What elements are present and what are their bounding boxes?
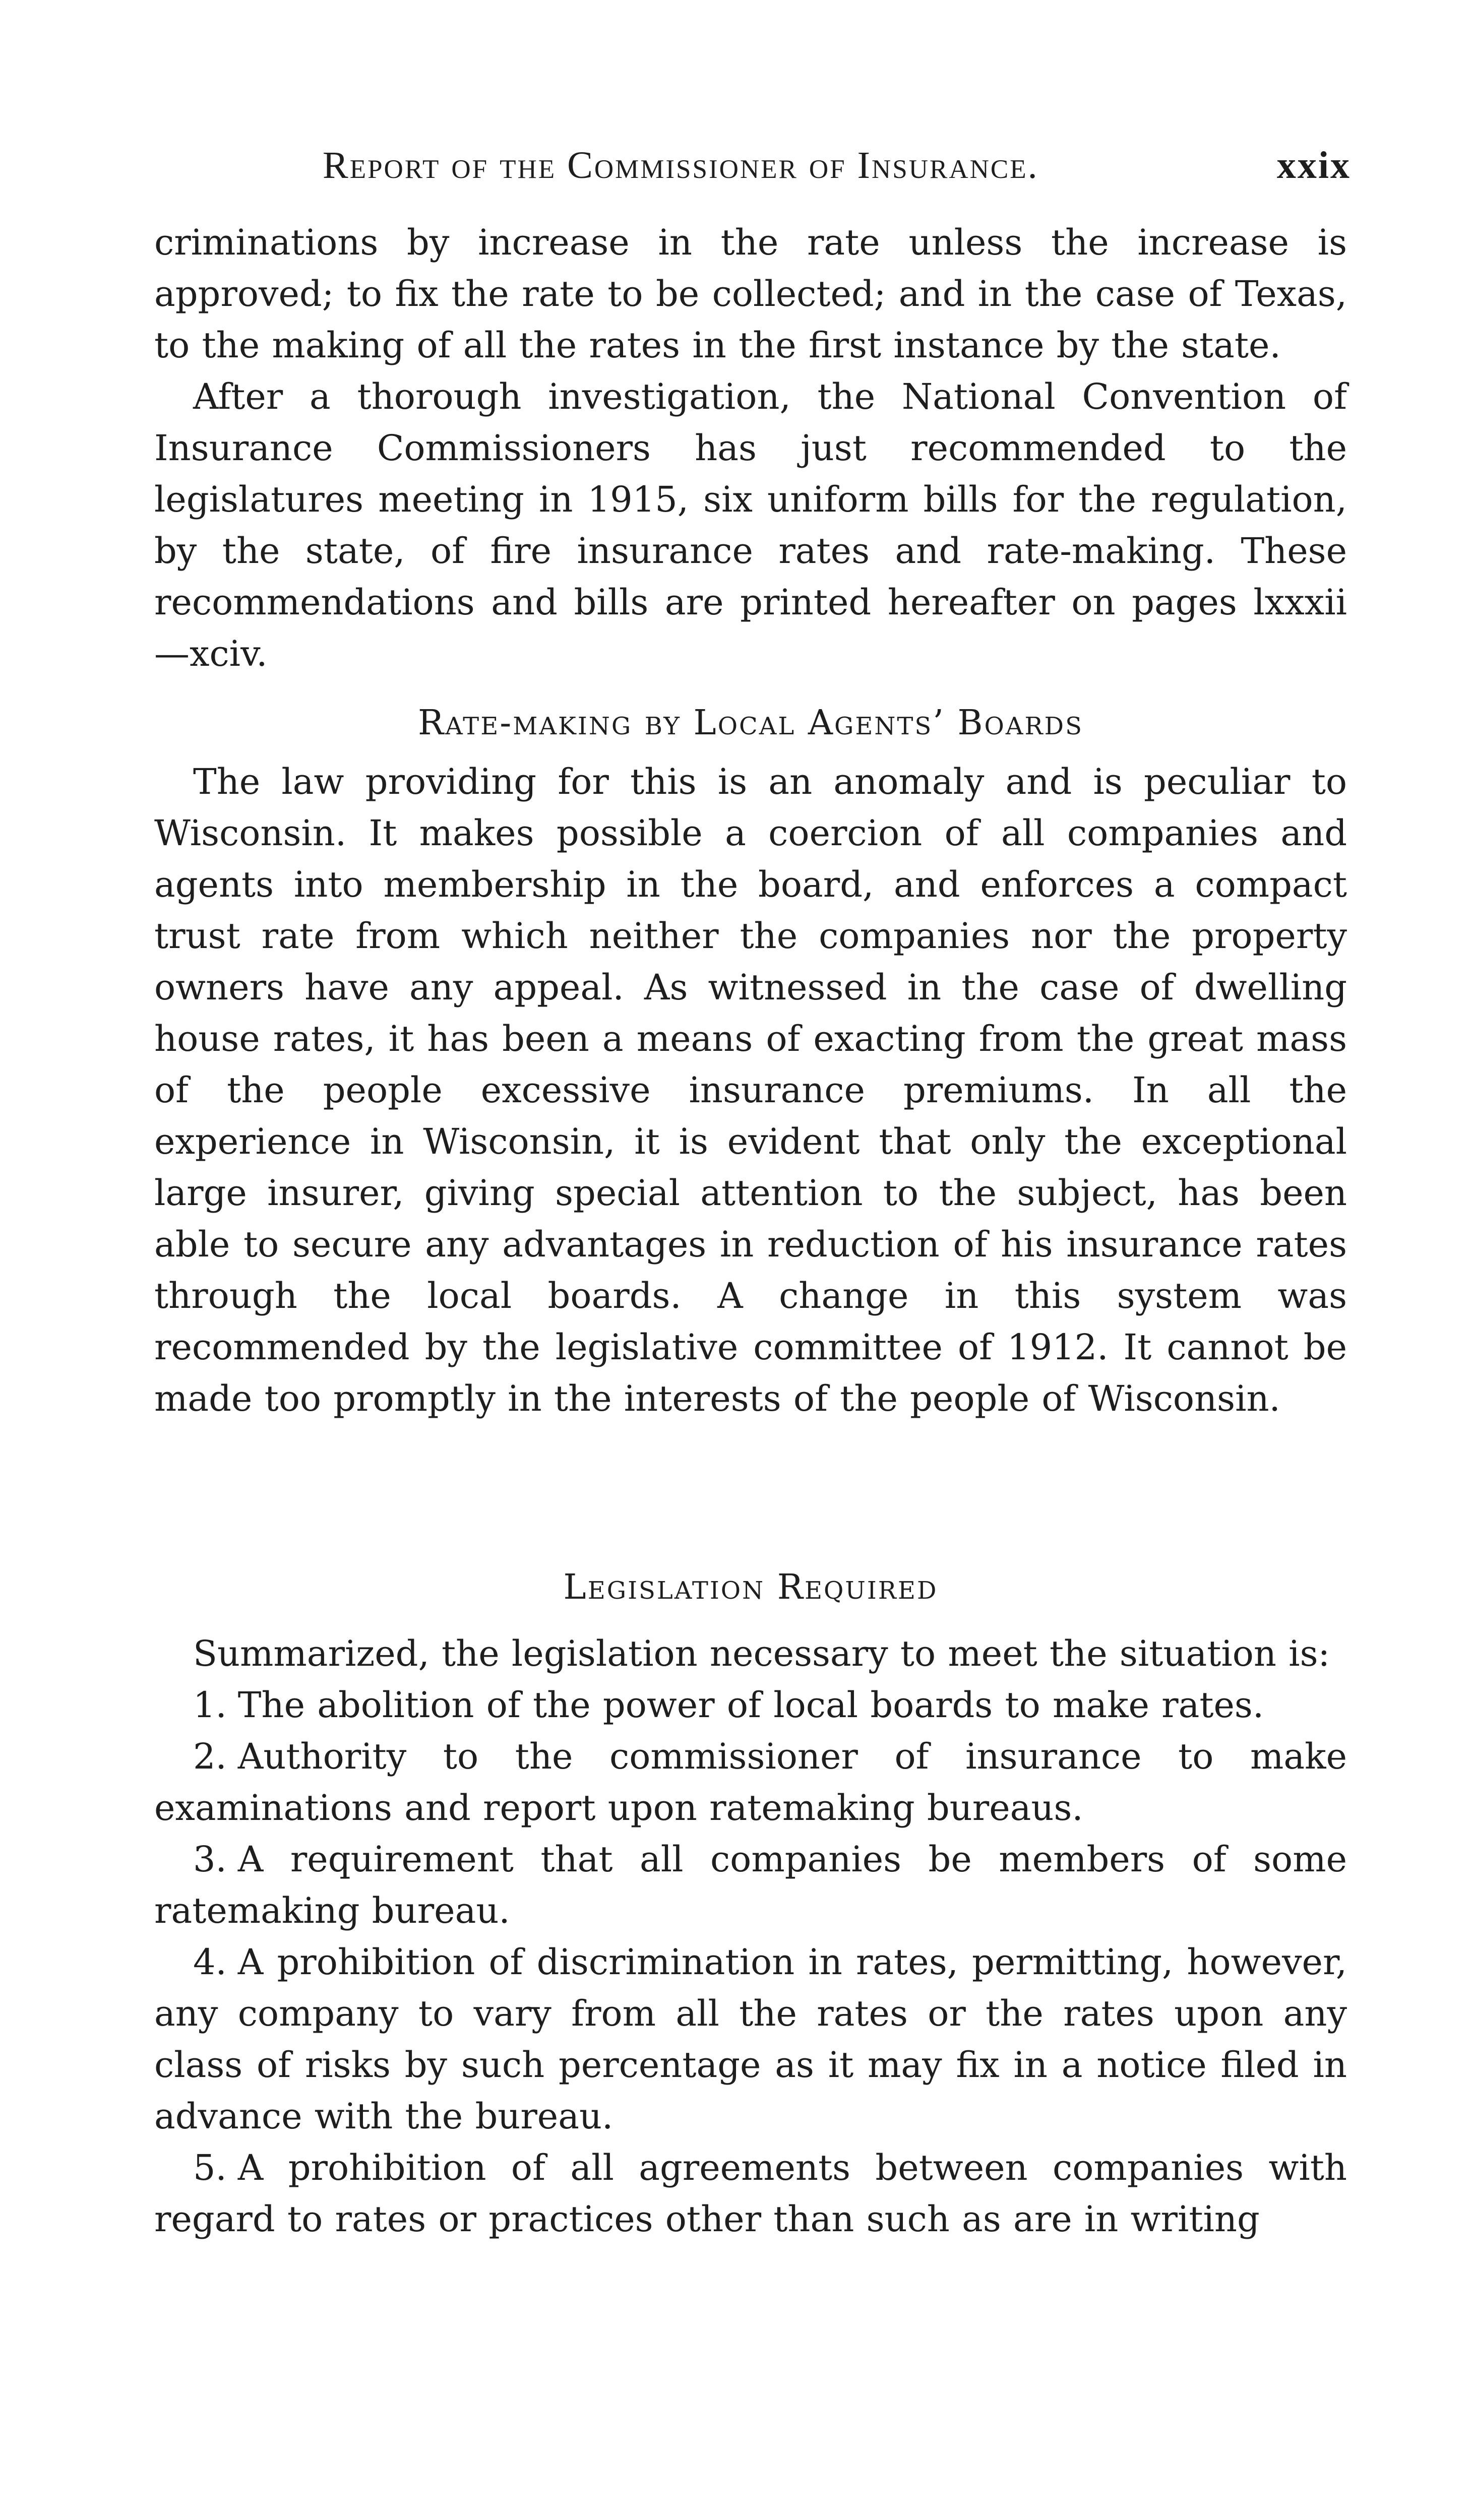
list-text: A prohibition of discrimination in rates, permitting, however, any company to vary from all the rates or the rates upon any class of risks by such percentage as it may fix in a notice filed in advance with the bureau. (154, 1941, 1347, 2137)
paragraph-legislation-intro: Summarized, the legislation necessary to meet the situation is: (193, 1633, 1330, 1674)
running-header (323, 129, 1351, 184)
list-number: 1. (193, 1684, 227, 1726)
section-heading-local-boards: Rate-making by Local Agents’ Boards (417, 703, 1084, 743)
list-number: 2. (193, 1736, 227, 1777)
list-text: A prohibition of all agreements between companies with regard to rates or practices other than such as are in writing (154, 2147, 1347, 2240)
list-text: The abolition of the power of local boards to make rates. (237, 1684, 1264, 1726)
list-number: 4. (193, 1941, 227, 1983)
paragraph-continuation: criminations by increase in the rate unless the increase is approved; to fix the rate to be collected; and in the case of Texas, to the making of all the rates in the first instance by the state. (154, 222, 1347, 366)
list-number: 5. (193, 2147, 227, 2188)
paragraph-local-boards: The law providing for this is an anomaly and is peculiar to Wisconsin. It makes possible a coercion of all companies and agents into membership in the board, and enforces a compact trust rate from which neither the companies nor the property owners have any appeal. As witnessed in the case of dwelling house rates, it has been a means of exacting from the great mass of the people excessive insurance premiums. In all the experience in Wisconsin, it is evident that only the exceptional large insurer, giving special attention to the subject, has been able to secure any advantages in reduction of his insurance rates through the local boards. A change in this system was recommended by the legislative committee of 1912. It cannot be made too promptly in the interests of the people of Wisconsin. (154, 761, 1347, 1419)
page-number: xxix (1276, 144, 1351, 186)
list-item (154, 1834, 1347, 1936)
paragraph-convention: After a thorough investigation, the National Convention of Insurance Commissioners has just recommended to the legislatures meeting in 1915, six uniform bills for the regulation, by the state, of fire insurance rates and rate-making. These recommendations and bills are printed hereafter on pages lxxxii—xciv. (154, 376, 1347, 674)
intro-text (154, 217, 1347, 679)
list-item (154, 1936, 1347, 2142)
list-item (154, 1679, 1347, 1731)
legislation-text (154, 1628, 1347, 2245)
list-number: 3. (193, 1839, 227, 1880)
list-text: A requirement that all companies be members of some ratemaking bureau. (154, 1839, 1347, 1931)
list-item (154, 2142, 1347, 2245)
list-item (154, 1731, 1347, 1834)
local-boards-text (154, 756, 1347, 1424)
list-text: Authority to the commissioner of insurance to make examinations and report upon ratemaking bureaus. (154, 1736, 1347, 1829)
section-heading-legislation: Legislation Required (563, 1567, 938, 1607)
running-title: Report of the Commissioner of Insurance. (323, 144, 1039, 186)
legislation-list (154, 1679, 1347, 2245)
